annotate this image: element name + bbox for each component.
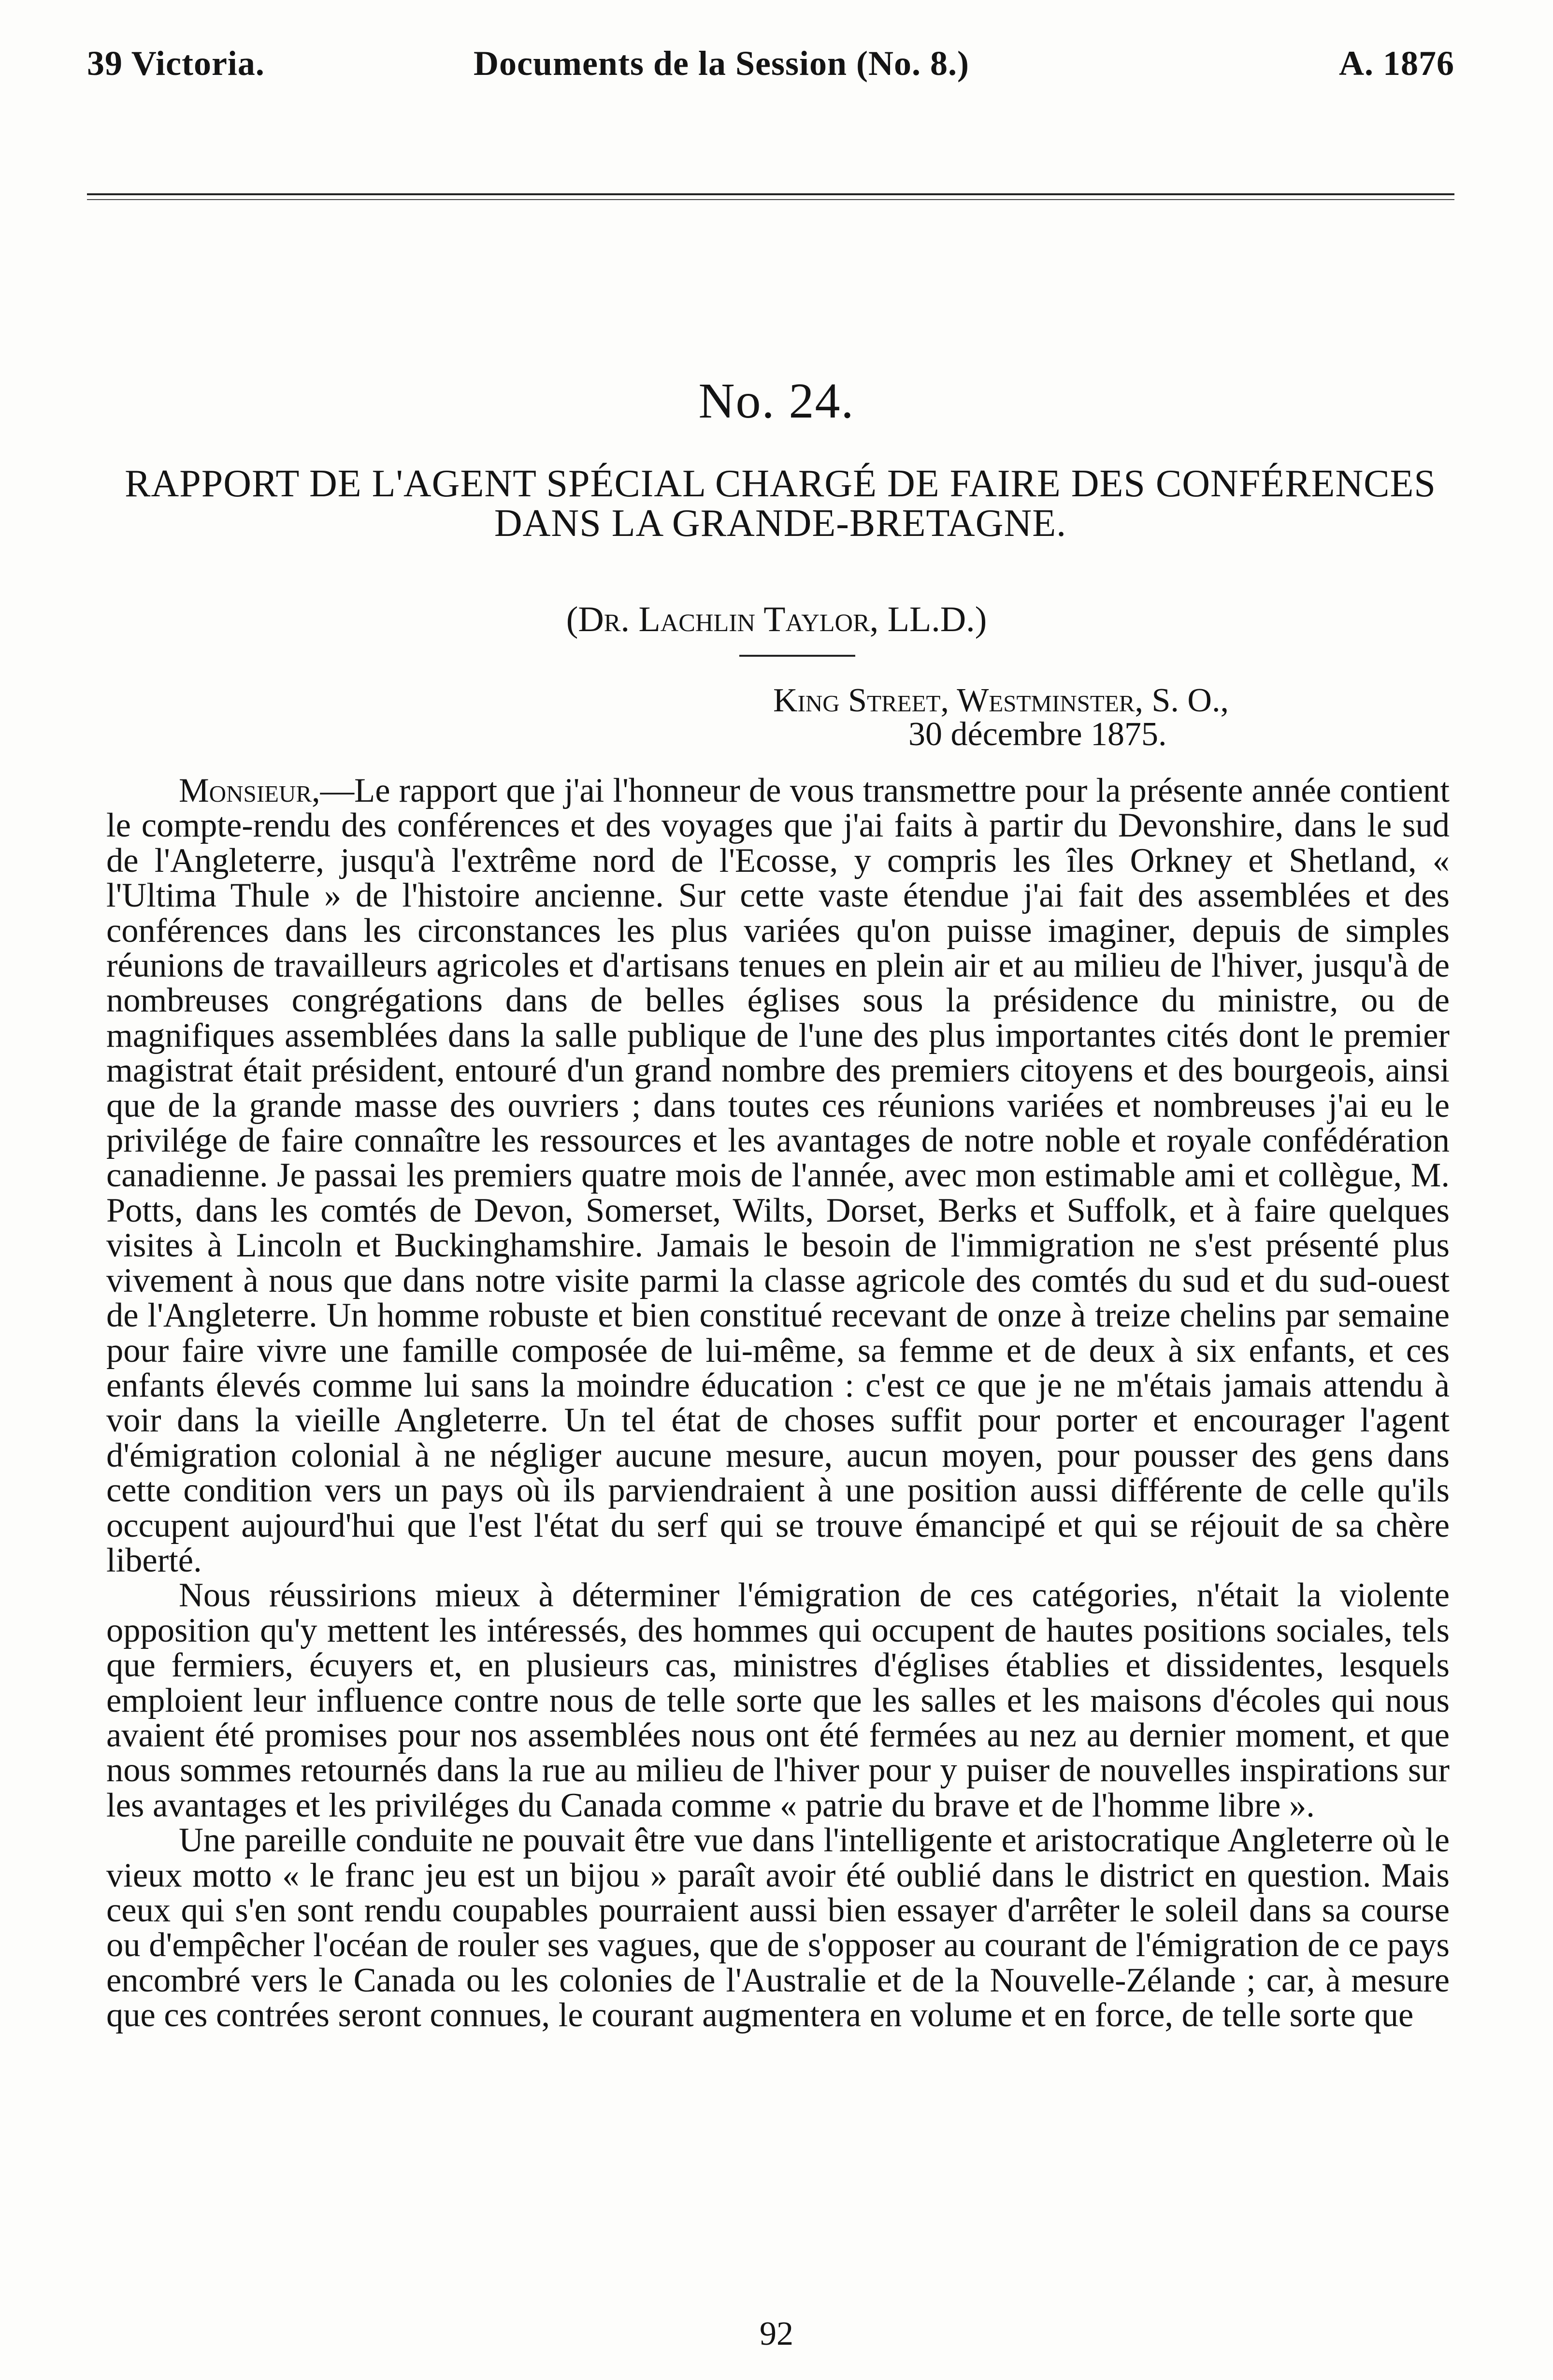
header-year: A. 1876	[1339, 44, 1454, 83]
paragraph-2: Nous réussirions mieux à déterminer l'émigration de ces catégories, n'était la violente opposition qu'y mettent les intéressés, des hommes qui occupent de hautes positions sociales, tels que fermiers, écuyers et, en plusieurs cas, ministres d'églises établies et dissidentes, lesquels emploient leur influence contre nous de telle sorte que les salles et les maisons d'écoles qui nous avaient été promises pour nos assemblées nous ont été fermées au nez au dernier moment, et que nous sommes retournés dans la rue au milieu de l'hiver pour y puiser de nouvelles inspirations sur les avantages et les priviléges du Canada comme « patrie du brave et de l'homme libre ».	[106, 1576, 1450, 1824]
page-number: 92	[760, 2315, 793, 2352]
paragraph-1-text: —Le rapport que j'ai l'honneur de vous transmettre pour la présente année contient le compte-rendu des conférences et des voyages que j'ai faits à partir du Devonshire, dans le sud de l'Angleterre, jusqu'à l'extrême nord de l'Ecosse, y compris les îles Orkney et Shetland, « l'Ultima Thule » de l'histoire ancienne. Sur cette vaste étendue j'ai fait des assemblées et des conférences dans les circonstances les plus variées qu'on puisse imaginer, depuis de simples réunions de travailleurs agricoles et d'artisans tenues en plein air et au milieu de l'hiver, jusqu'à de nombreuses congrégations dans de belles églises sous la présidence du ministre, ou de magnifiques assemblées dans la salle publique de l'une des plus importantes cités dont le premier magistrat était président, entouré d'un grand nombre des premiers citoyens et des bourgeois, ainsi que de la grande masse des ouvriers ; dans toutes ces réunions variées et nombreuses j'ai eu le privilége de faire connaître les ressources et les avantages de notre noble et royale confédération canadienne. Je passai les premiers quatre mois de l'année, avec mon estimable ami et collègue, M. Potts, dans les comtés de Devon, Somerset, Wilts, Dorset, Berks et Suffolk, et à faire quelques visites à Lincoln et Buckinghamshire. Jamais le besoin de l'immigration ne s'est présenté plus vivement à nous que dans notre visite parmi la classe agricole des comtés du sud et du sud-ouest de l'Angleterre. Un homme robuste et bien constitué recevant de onze à treize chelins par semaine pour faire vivre une famille composée de lui-même, sa femme et de deux à six enfants, et ces enfants élevés comme lui sans la moindre éducation : c'est ce que je ne m'étais jamais attendu à voir dans la vieille Angleterre. Un tel état de choses suffit pour porter et encourager l'agent d'émigration colonial à ne négliger aucune mesure, aucun moyen, pour pousser des gens dans cette condition vers un pays où ils parviendraient à une position aussi différente de celle qu'ils occupent aujourd'hui que l'est l'état du serf qui se trouve émancipé et qui se réjouit de sa chère liberté.	[106, 772, 1450, 1579]
salutation: Monsieur,	[179, 772, 320, 809]
paragraph-1	[106, 773, 1450, 1578]
header-session: Documents de la Session (No. 8.)	[474, 44, 970, 83]
document-number: No. 24.	[698, 373, 855, 429]
letter-date: 30 décembre 1875.	[908, 716, 1167, 753]
letter-place: King Street, Westminster, S. O.,	[773, 682, 1229, 719]
title-divider	[739, 655, 855, 657]
title-line-1: RAPPORT DE L'AGENT SPÉCIAL CHARGÉ DE FAIRE DES CONFÉRENCES	[125, 462, 1436, 505]
letter-body	[106, 773, 1450, 2033]
paragraph-3: Une pareille conduite ne pouvait être vue dans l'intelligente et aristocratique Angleterre où le vieux motto « le franc jeu est un bijou » paraît avoir été oublié dans le district en question. Mais ceux qui s'en sont rendu coupables pourraient aussi bien essayer d'arrêter le soleil dans sa course ou d'empêcher l'océan de rouler ses vagues, que de s'opposer au courant de l'émigration de ce pays encombré vers le Canada ou les colonies de l'Australie et de la Nouvelle-Zélande ; car, à mesure que ces contrées seront connues, le courant augmentera en volume et en force, de telle sorte que	[106, 1821, 1450, 2034]
title-line-2: DANS LA GRANDE-BRETAGNE.	[494, 502, 1067, 545]
header-rule	[87, 193, 1454, 195]
header-volume: 39 Victoria.	[87, 44, 265, 83]
author-line: (Dr. Lachlin Taylor, LL.D.)	[566, 600, 987, 639]
document-title	[106, 464, 1454, 543]
running-header	[87, 43, 1454, 97]
header-rule-thin	[87, 199, 1454, 200]
